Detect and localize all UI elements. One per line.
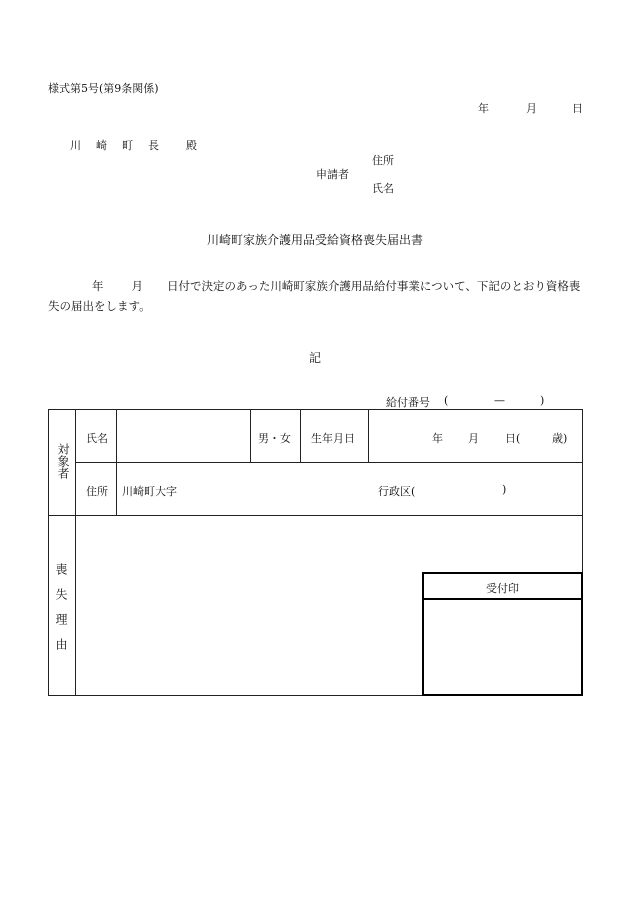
benefit-number-open: ( [444,394,449,407]
date-day: 日 [572,102,583,115]
benefit-number-dash: — [494,394,505,407]
form-title: 川崎町家族介護用品受給資格喪失届出書 [206,233,423,247]
birth-month: 月 [468,432,479,445]
recipient-honorific: 殿 [186,139,197,152]
district-label: 行政区( [378,485,416,498]
name-label: 氏名 [86,432,108,445]
district-close: ) [502,483,507,496]
age-label: 歳) [552,432,568,445]
applicant-address-label: 住所 [372,154,394,167]
stamp-area [424,600,581,694]
applicant-name-label: 氏名 [372,182,394,195]
body-month: 月 [131,279,143,293]
address-value: 川崎町大字 [122,485,177,498]
subject-label: 対象者 [56,443,70,479]
date-month: 月 [526,102,537,115]
applicant-label: 申請者 [316,168,349,181]
benefit-number-label: 給付番号 [386,396,430,409]
sex-options: 男・女 [258,432,291,445]
body-text: 日付で決定のあった川崎町家族介護用品給付事業について、下記のとおり資格喪失の届出をします。 [48,279,581,313]
birth-label: 生年月日 [311,432,355,445]
address-label: 住所 [86,485,108,498]
ki-heading: 記 [308,351,321,365]
birth-day: 日( [505,432,521,445]
benefit-number-close: ) [540,394,545,407]
body-year: 年 [92,279,104,293]
stamp-label: 受付印 [486,582,519,595]
form-number: 様式第5号(第9条関係) [48,82,159,95]
recipient-name: 川 崎 町 長 [70,139,161,152]
date-year: 年 [478,102,489,115]
birth-year: 年 [432,432,443,445]
reason-label: 喪失理由 [54,563,68,663]
body-paragraph [48,276,583,316]
